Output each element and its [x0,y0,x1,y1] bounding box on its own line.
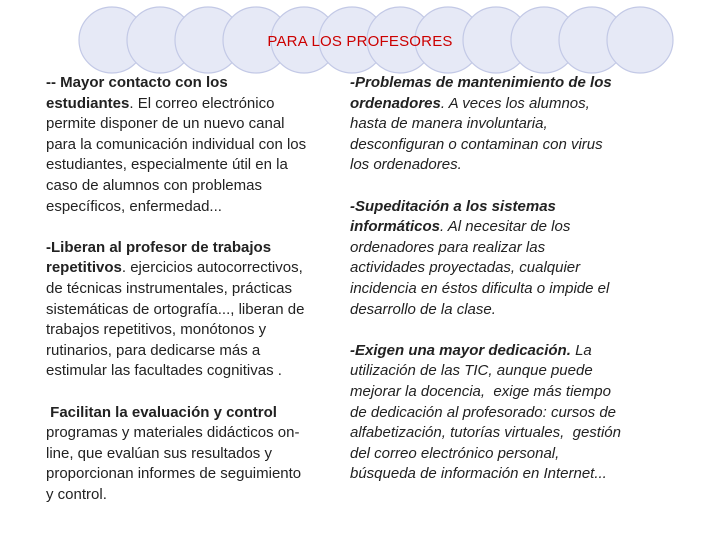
text-segment: programas y materiales didácticos on- [46,424,300,442]
text-segment: . A veces los alumnos, [440,94,590,112]
text-segment: para la comunicación individual con los [46,135,307,153]
text-line [46,300,306,321]
paragraph [350,73,621,176]
text-line [46,444,306,465]
text-line [350,464,621,485]
text-segment: y control. [46,485,107,503]
text-segment: estudiantes, especialmente útil en la [46,156,288,174]
text-line [46,135,306,156]
text-line [350,279,621,300]
text-line [350,300,621,321]
text-line [46,114,306,135]
bold-text: -Exigen una mayor dedicación. [350,341,571,359]
text-segment: búsqueda de información en Internet... [350,465,607,483]
text-line [350,423,621,444]
text-segment: rutinarios, para dedicarse más a [46,341,261,359]
text-line [46,279,306,300]
text-segment: . Al necesitar de los [440,218,571,236]
paragraph [46,73,306,217]
text-segment: específicos, enfermedad... [46,197,222,215]
text-segment: incidencia en éstos dificulta o impide el [350,279,610,297]
bold-text: -Liberan al profesor de trabajos [46,238,272,256]
text-line [350,341,621,362]
text-line [350,238,621,259]
right-column [350,73,621,485]
text-segment: alfabetización, tutorías virtuales, gestión [350,424,621,442]
text-line [46,361,306,382]
text-segment: utilización de las TIC, aunque puede [350,362,593,380]
text-line [350,382,621,403]
text-segment: . ejercicios autocorrectivos, [121,259,303,277]
paragraph [46,403,306,506]
text-line [46,485,306,506]
text-segment: desarrollo de la clase. [350,300,496,318]
text-line [350,94,621,115]
text-segment: los ordenadores. [350,156,462,174]
text-segment: caso de alumnos con problemas [46,176,262,194]
text-line [350,444,621,465]
paragraph [350,341,621,485]
text-line [46,155,306,176]
text-segment: de técnicas instrumentales, prácticas [46,279,292,297]
text-segment: trabajos repetitivos, monótonos y [46,321,267,339]
text-segment: del correo electrónico personal, [350,444,560,462]
text-line [350,258,621,279]
text-segment: mejorar la docencia, exige más tiempo [350,382,611,400]
text-line [46,464,306,485]
text-segment: actividades proyectadas, cualquier [350,259,581,277]
bold-text: informáticos [350,218,441,236]
text-line [46,73,306,94]
text-segment: ordenadores para realizar las [350,238,546,256]
bold-text: -Supeditación a los sistemas [350,197,556,215]
text-line [46,94,306,115]
text-line [350,135,621,156]
text-line [46,320,306,341]
bold-text: repetitivos [46,259,122,277]
bold-text: estudiantes [46,94,130,112]
text-line [46,197,306,218]
text-segment: . El correo electrónico [129,94,275,112]
text-line [46,341,306,362]
bold-text: -Problemas de mantenimiento de los [350,74,612,91]
text-line [350,114,621,135]
text-line [46,238,306,259]
text-line [46,176,306,197]
text-line [350,73,621,94]
text-line [350,361,621,382]
text-line [46,423,306,444]
text-segment: estimular las facultades cognitivas . [46,362,282,380]
text-line [350,217,621,238]
paragraph [46,238,306,382]
text-line [46,258,306,279]
page-title: PARA LOS PROFESORES [267,33,453,50]
text-segment: permite disponer de un nuevo canal [46,115,285,133]
left-column [46,73,306,505]
text-segment: hasta de manera involuntaria, [350,115,548,133]
text-line [350,155,621,176]
text-segment: proporcionan informes de seguimiento [46,465,302,483]
text-segment: line, que evalúan sus resultados y [46,444,272,462]
text-line [46,403,306,424]
paragraph [350,197,621,321]
text-segment: sistemáticas de ortografía..., liberan de [46,300,305,318]
text-segment: La [570,341,592,359]
bold-text: Facilitan la evaluación y control [46,403,277,421]
text-line [350,403,621,424]
text-segment: desconfiguran o contaminan con virus [350,135,603,153]
text-segment: de dedicación al profesorado: cursos de [350,403,617,421]
bold-text: -- Mayor contacto con los [46,74,228,91]
text-line [350,197,621,218]
bold-text: ordenadores [350,94,441,112]
